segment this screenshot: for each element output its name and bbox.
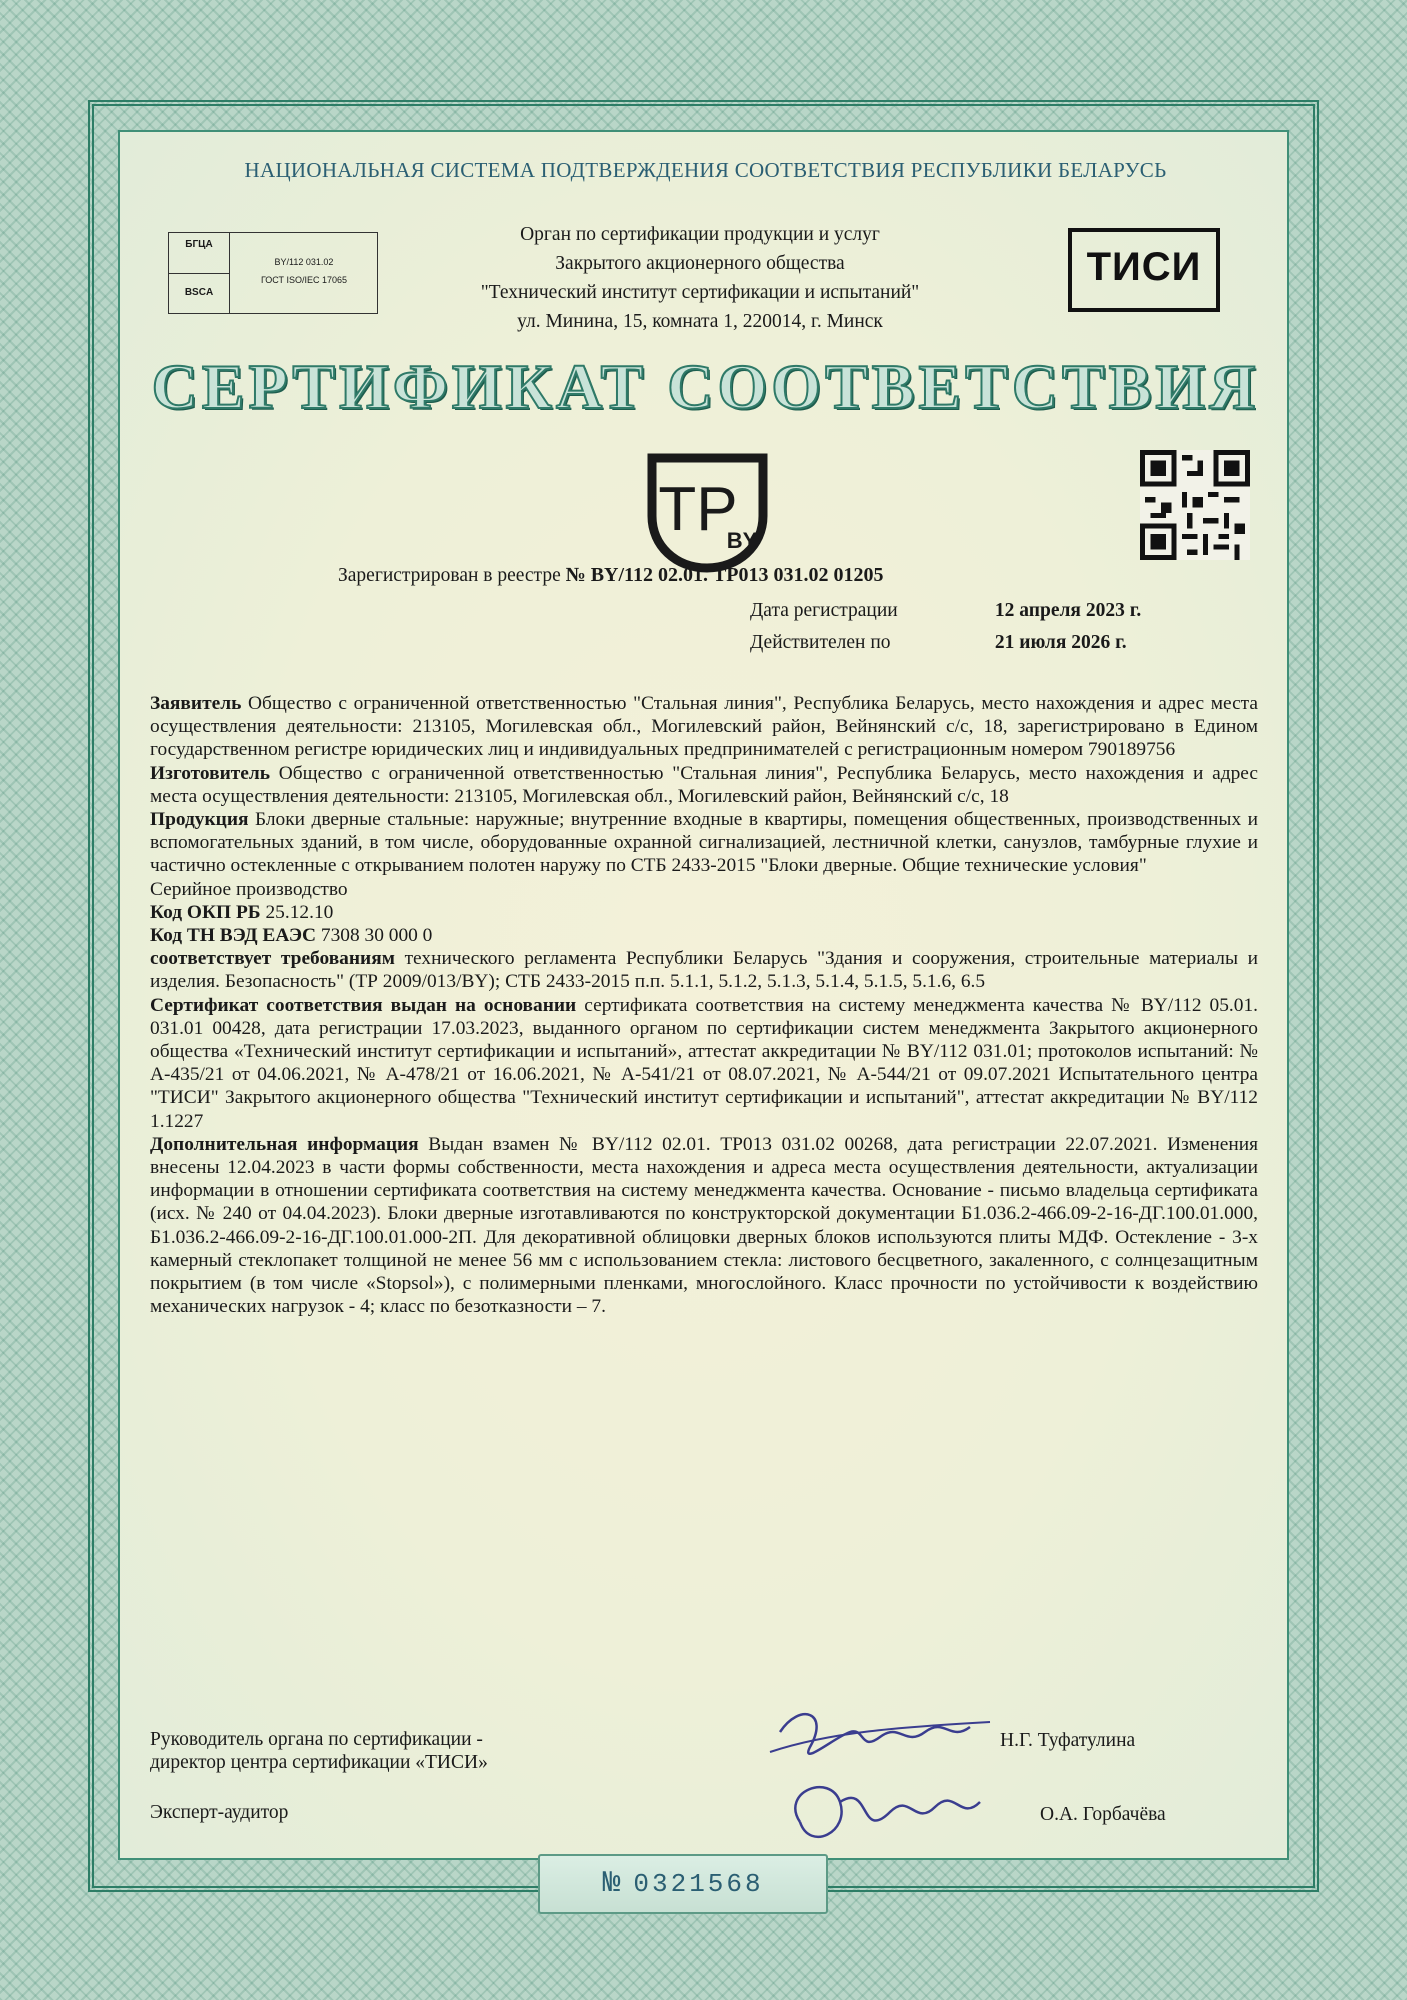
- compliance-paragraph: [150, 947, 1258, 993]
- tr-by-conformity-mark-icon: [640, 450, 775, 575]
- serial-prefix: №: [602, 1867, 624, 1901]
- certificate-text: [150, 692, 1258, 1318]
- manufacturer-paragraph: [150, 762, 1258, 808]
- manufacturer-text: Общество с ограниченной ответственностью "Стальная линия", Республика Беларусь, место нахождения и адрес места осуществления деятельности: 213105, Могилевская обл., Могилевский район, Вейнянский с/с, 18: [150, 762, 1258, 807]
- registration-date-label: Дата регистрации: [750, 600, 898, 621]
- basis-text: сертификата соответствия на систему менеджмента качества № BY/112 05.01. 031.01 00428, дата регистрации 17.03.2023, выданного органом по сертификации систем менеджмента Закрытого акционерного общества «Технический институт сертификации и испытаний», аттестат аккредитации № BY/112 031.01; протоколов испытаний: № А-435/21 от 04.06.2021, № А-478/21 от 16.06.2021, № А-541/21 от 08.07.2021, № А-544/21 от 09.07.2021 Испытательного центра "ТИСИ" Закрытого акционерного общества "Технический институт сертификации и испытаний", аттестат аккредитации № BY/112 1.1227: [150, 994, 1259, 1132]
- qr-code-icon: [1140, 450, 1250, 560]
- tr-mark-sub: BY: [726, 528, 758, 553]
- additional-info-paragraph: [150, 1133, 1258, 1319]
- registry-number: № BY/112 02.01. ТР013 031.02 01205: [565, 564, 884, 586]
- accreditation-mark-number: BY/112 031.02: [274, 257, 334, 267]
- valid-until-value: 21 июля 2026 г.: [994, 632, 1127, 653]
- expert-name: О.А. Горбачёва: [1040, 1804, 1166, 1825]
- national-system-banner: НАЦИОНАЛЬНАЯ СИСТЕМА ПОДТВЕРЖДЕНИЯ СООТВЕТСТВИЯ РЕСПУБЛИКИ БЕЛАРУСЬ: [244, 158, 1167, 182]
- certificate-serial-number: [538, 1854, 828, 1914]
- org-line-1: Орган по сертификации продукции и услуг: [520, 224, 880, 245]
- tnved-code-row: [150, 924, 1258, 947]
- okp-code-row: [150, 901, 1258, 924]
- accreditation-mark: [168, 232, 378, 314]
- serial-value: 0321568: [633, 1869, 764, 1899]
- applicant-label: Заявитель: [150, 693, 242, 714]
- registry-line: [338, 564, 884, 587]
- certificate-body: [118, 130, 1289, 1901]
- org-line-2: Закрытого акционерного общества: [555, 253, 845, 274]
- product-text: Блоки дверные стальные: наружные; внутренние входные в квартиры, помещения общественных, производственных и вспомогательных зданий, в том числе, оборудованные охранной сигнализацией, лестничной клетки, санузлов, тамбурные глухие и частично остекленные с открыванием полотен наружу по СТБ 2433-2015 "Блоки дверные. Общие технические условия": [150, 809, 1258, 877]
- org-line-3: "Технический институт сертификации и испытаний": [480, 282, 920, 303]
- certificate-title: СЕРТИФИКАТ СООТВЕТСТВИЯ: [151, 351, 1260, 422]
- serial-production: Серийное производство: [150, 878, 348, 900]
- basis-paragraph: [150, 994, 1258, 1133]
- accreditation-mark-standard: ГОСТ ISO/IEC 17065: [260, 275, 348, 285]
- expert-title: Эксперт-аудитор: [150, 1802, 289, 1823]
- accreditation-mark-left-bottom: BSCA: [184, 287, 214, 298]
- valid-until-label: Действителен по: [750, 632, 891, 653]
- additional-info-text: Выдан взамен № BY/112 02.01. ТР013 031.02 00268, дата регистрации 22.07.2021. Изменения внесены 12.04.2023 в части формы собственности, места нахождения и адреса места осуществления деятельности, актуализации информации в отношении сертификата соответствия на систему менеджмента качества. Основание - письмо владельца сертификата (исх. № 240 от 04.04.2023). Блоки дверные изготавливаются по конструкторской документации Б1.036.2-466.09-2-16-ДГ.100.01.000, Б1.036.2-466.09-2-16-ДГ.100.01.000-2П. Для декоративной облицовки дверных блоков используются плиты МДФ. Остекление - 3-х камерный стеклопакет толщиной не менее 56 мм с использованием стекла: листового бесцветного, закаленного, с солнцезащитным покрытием (в том числе «Stopsol»), с полимерными пленками, многослойного. Класс прочности по устойчивости к воздействию механических нагрузок - 4; класс по безотказности – 7.: [150, 1133, 1258, 1318]
- okp-code-value: 25.12.10: [265, 901, 334, 923]
- org-address: ул. Минина, 15, комната 1, 220014, г. Минск: [517, 311, 883, 332]
- basis-label: Сертификат соответствия выдан на основании: [150, 994, 577, 1016]
- product-paragraph: [150, 808, 1258, 878]
- tisi-logo: ТИСИ: [1068, 228, 1220, 312]
- tnved-code-label: Код ТН ВЭД ЕАЭС: [150, 925, 317, 947]
- registration-date-row: [750, 600, 1141, 622]
- compliance-text: технического регламента Республики Беларусь "Здания и сооружения, строительные материалы и изделия. Безопасность" (ТР 2009/013/BY); СТБ 2433-2015 п.п. 5.1.1, 5.1.2, 5.1.3, 5.1.4, 5.1.5, 5.1.6, 6.5: [150, 948, 1258, 993]
- tnved-code-value: 7308 30 000 0: [320, 925, 433, 947]
- certification-body-info: [420, 220, 980, 336]
- accreditation-mark-left-top: БГЦА: [185, 239, 213, 250]
- registry-label: Зарегистрирован в реестре: [338, 565, 561, 586]
- head-title-line-2: директор центра сертификации «ТИСИ»: [150, 1752, 488, 1773]
- valid-until-row: [750, 632, 1127, 654]
- applicant-paragraph: [150, 692, 1258, 762]
- handwritten-signatures-icon: [740, 1692, 1060, 1872]
- registration-date-value: 12 апреля 2023 г.: [994, 600, 1142, 621]
- head-signatory-name: Н.Г. Туфатулина: [1000, 1730, 1136, 1751]
- applicant-text: Общество с ограниченной ответственностью "Стальная линия", Республика Беларусь, место нахождения и адрес места осуществления деятельности: 213105, Могилевская обл., Могилевский район, Вейнянский с/с, 18, зарегистрировано в Едином государственном регистре юридических лиц и индивидуальных предпринимателей с регистрационным номером 790189756: [150, 693, 1258, 761]
- head-title-line-1: Руководитель органа по сертификации -: [150, 1729, 483, 1750]
- additional-info-label: Дополнительная информация: [150, 1133, 419, 1155]
- head-signatory-title: [150, 1728, 488, 1774]
- product-label: Продукция: [150, 809, 249, 831]
- tr-mark-main: TP: [658, 475, 738, 544]
- manufacturer-label: Изготовитель: [150, 762, 271, 784]
- compliance-label: соответствует требованиям: [150, 948, 395, 970]
- okp-code-label: Код ОКП РБ: [150, 901, 261, 923]
